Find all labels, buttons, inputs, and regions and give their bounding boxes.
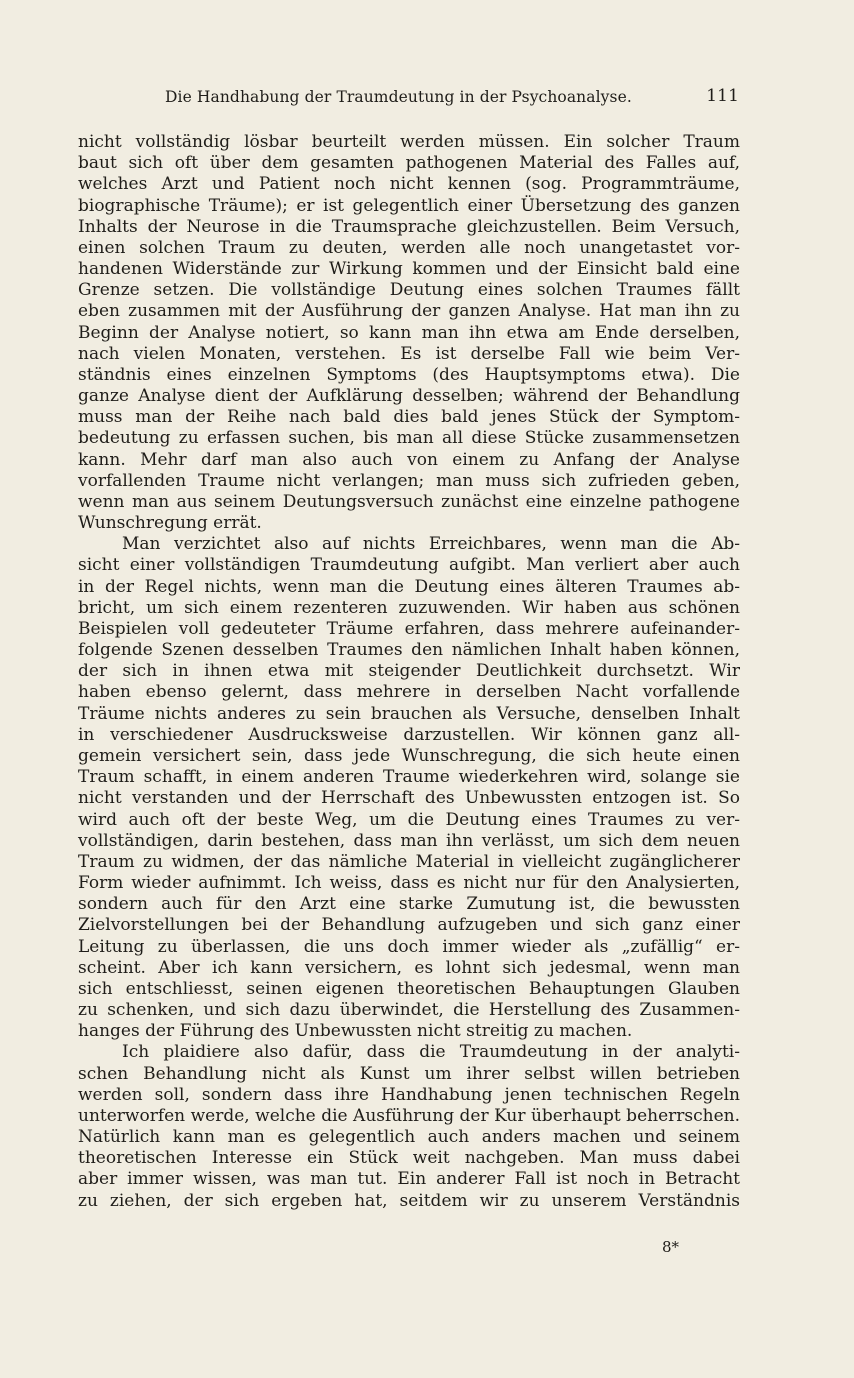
text-line: handenen Widerstände zur Wirkung kommen und der Einsicht bald eine (78, 259, 740, 280)
text-line: bricht, um sich einem rezenteren zuzuwenden. Wir haben aus schönen (78, 597, 740, 618)
text-line: zu schenken, und sich dazu überwindet, die Herstellung des Zusammen- (78, 1000, 740, 1021)
text-line: Inhalts der Neurose in die Traumsprache gleichzustellen. Beim Versuch, (78, 216, 740, 237)
text-line: Beginn der Analyse notiert, so kann man ihn etwa am Ende derselben, (78, 322, 740, 343)
text-line: werden soll, sondern dass ihre Handhabung jenen technischen Regeln (78, 1084, 740, 1105)
text-line: folgende Szenen desselben Traumes den nämlichen Inhalt haben können, (78, 640, 740, 661)
text-line: in der Regel nichts, wenn man die Deutung eines älteren Traumes ab- (78, 576, 740, 597)
text-line: nicht vollständig lösbar beurteilt werden müssen. Ein solcher Traum (78, 132, 740, 152)
text-line: Träume nichts anderes zu sein brauchen als Versuche, denselben Inhalt (78, 703, 740, 724)
text-line: wenn man aus seinem Deutungsversuch zunächst eine einzelne pathogene (78, 491, 740, 512)
signature-mark: 8* (662, 1238, 680, 1256)
text-line: muss man der Reihe nach bald dies bald jenes Stück der Symptom- (78, 407, 740, 428)
text-line: Grenze setzen. Die vollständige Deutung eines solchen Traumes fällt (78, 280, 740, 301)
text-line: nach vielen Monaten, verstehen. Es ist derselbe Fall wie beim Ver- (78, 343, 740, 364)
text-line: Traum zu widmen, der das nämliche Material in vielleicht zugänglicherer (78, 851, 740, 872)
text-line: Traum schafft, in einem anderen Traume wiederkehren wird, solange sie (78, 767, 740, 788)
text-line: biographische Träume); er ist gelegentlich einer Übersetzung des ganzen (78, 195, 740, 216)
running-head: Die Handhabung der Traumdeutung in der Psychoanalyse. (165, 88, 632, 106)
text-line: unterworfen werde, welche die Ausführung der Kur überhaupt beherrschen. (78, 1105, 740, 1126)
text-line: sondern auch für den Arzt eine starke Zumutung ist, die bewussten (78, 894, 740, 915)
text-line: hanges der Führung des Unbewussten nicht streitig zu machen. (78, 1021, 633, 1042)
text-line: der sich in ihnen etwa mit steigender Deutlichkeit durchsetzt. Wir (78, 661, 740, 682)
page-header (165, 88, 739, 112)
text-line: eben zusammen mit der Ausführung der ganzen Analyse. Hat man ihn zu (78, 301, 740, 322)
text-line: theoretischen Interesse ein Stück weit nachgeben. Man muss dabei (78, 1148, 740, 1169)
text-line: gemein versichert sein, dass jede Wunschregung, die sich heute einen (78, 745, 740, 766)
text-line: Form wieder aufnimmt. Ich weiss, dass es nicht nur für den Analysierten, (78, 873, 740, 894)
text-line: scheint. Aber ich kann versichern, es lohnt sich jedesmal, wenn man (78, 957, 740, 978)
text-line: ständnis eines einzelnen Symptoms (des Hauptsymptoms etwa). Die (78, 364, 740, 385)
text-line: ganze Analyse dient der Aufklärung desselben; während der Behandlung (78, 386, 740, 407)
text-line: haben ebenso gelernt, dass mehrere in derselben Nacht vorfallende (78, 682, 740, 703)
text-line: Natürlich kann man es gelegentlich auch anders machen und seinem (78, 1127, 740, 1148)
text-line: in verschiedener Ausdrucksweise darzustellen. Wir können ganz all- (78, 724, 740, 745)
text-line: vorfallenden Traume nicht verlangen; man muss sich zufrieden geben, (78, 470, 740, 491)
text-line: schen Behandlung nicht als Kunst um ihrer selbst willen betrieben (78, 1063, 740, 1084)
text-line: Beispielen voll gedeuteter Träume erfahren, dass mehrere aufeinander- (78, 618, 740, 639)
text-line: zu ziehen, der sich ergeben hat, seitdem wir zu unserem Verständnis (78, 1190, 740, 1211)
text-line: Wunschregung errät. (78, 513, 262, 534)
text-line: einen solchen Traum zu deuten, werden alle noch unangetastet vor- (78, 237, 740, 258)
text-line: Man verzichtet also auf nichts Erreichbares, wenn man die Ab- (122, 534, 740, 555)
text-line: baut sich oft über dem gesamten pathogenen Material des Falles auf, (78, 153, 740, 174)
body-text (78, 132, 740, 1212)
text-line: sicht einer vollständigen Traumdeutung aufgibt. Man verliert aber auch (78, 555, 740, 576)
text-line: vollständigen, darin bestehen, dass man ihn verlässt, um sich dem neuen (78, 830, 740, 851)
text-line: Ich plaidiere also dafür, dass die Traumdeutung in der analyti- (122, 1042, 740, 1063)
page-number: 111 (706, 86, 739, 106)
text-line: nicht verstanden und der Herrschaft des Unbewussten entzogen ist. So (78, 788, 740, 809)
text-line: bedeutung zu erfassen suchen, bis man all diese Stücke zusammensetzen (78, 428, 740, 449)
text-line: kann. Mehr darf man also auch von einem zu Anfang der Analyse (78, 449, 740, 470)
text-line: aber immer wissen, was man tut. Ein anderer Fall ist noch in Betracht (78, 1169, 740, 1190)
text-line: Zielvorstellungen bei der Behandlung aufzugeben und sich ganz einer (78, 915, 740, 936)
text-line: sich entschliesst, seinen eigenen theoretischen Behauptungen Glauben (78, 978, 740, 999)
text-line: Leitung zu überlassen, die uns doch immer wieder als „zufällig“ er- (78, 936, 740, 957)
text-line: welches Arzt und Patient noch nicht kennen (sog. Programmträume, (78, 174, 740, 195)
text-line: wird auch oft der beste Weg, um die Deutung eines Traumes zu ver- (78, 809, 740, 830)
